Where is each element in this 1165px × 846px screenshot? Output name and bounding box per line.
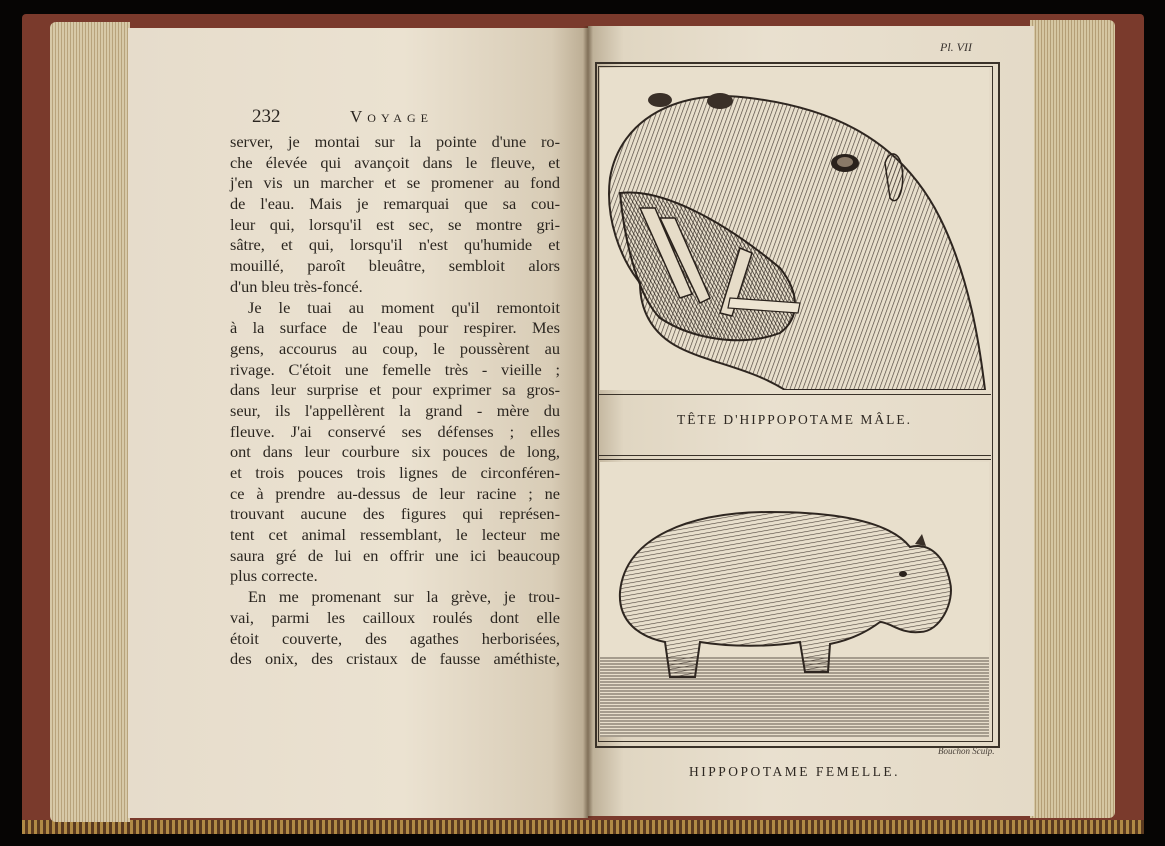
page-edges-right [1030,20,1115,818]
text-line: server, je montai sur la pointe d'une ro- [230,132,560,151]
engraver-signature: Bouchon Sculp. [938,746,995,756]
hippo-head-engraving [600,68,989,390]
text-line: ont dans leur courbure six pouces de long, [230,442,560,462]
text-line: dans leur surprise et pour exprimer sa gros- [230,380,560,400]
running-head: Voyage [350,107,433,126]
text-line: sâtre, et qui, lorsqu'il n'est qu'humide et [230,235,560,255]
text-line: saura gré de lui en offrir une ici beaucoup [230,545,560,565]
text-line: j'en vis un marcher et se promener au fond [230,173,560,193]
text-line: leur qui, lorsqu'il est sec, se montre gri- [230,214,560,234]
text-line: mouillé, paroît bleuâtre, sembloit alors [230,256,560,276]
text-line: de l'eau. Mais je remarquai que sa cou- [230,194,560,214]
text-line: ce à prendre au-dessus de leur racine ; ne [230,483,560,503]
text-line: trouvant aucune des figures qui représen- [230,504,560,524]
text-line: seur, ils l'appellèrent la grand - mère du [230,400,560,420]
page-edges-left [50,22,130,822]
text-line: rivage. C'étoit une femelle très - vieille ; [230,359,560,379]
book-gutter [583,26,593,818]
plate-divider [598,459,991,460]
page-number: 232 [252,106,281,127]
caption-male-head: TÊTE D'HIPPOPOTAME MÂLE. [677,412,912,427]
caption-female: HIPPOPOTAME FEMELLE. [689,764,900,779]
plate-divider [598,394,991,395]
text-line: plus correcte. [230,566,318,586]
text-line: d'un bleu très-foncé. [230,276,363,296]
text-line: vai, parmi les cailloux roulés dont elle [230,607,560,627]
text-line: tent cet animal ressemblant, le lecteur me [230,525,560,545]
text-line: et trois pouces trois lignes de circonféren- [230,463,560,482]
plate-reference: Pl. VII [940,40,972,54]
text-line: Je le tuai au moment qu'il remontoit [248,297,560,317]
plate-divider [598,455,991,456]
text-line: che élevée qui avançoit dans le fleuve, et [230,152,560,172]
text-line: En me promenant sur la grève, je trou- [248,587,560,607]
text-line: des onix, des cristaux de fausse améthiste, [230,649,560,669]
hippo-female-engraving [600,462,989,737]
text-line: à la surface de l'eau pour respirer. Mes [230,318,560,338]
text-line: étoit couverte, des agathes herborisées, [230,628,560,648]
text-line: gens, accourus au coup, le poussèrent au [230,338,560,358]
text-line: fleuve. J'ai conservé ses défenses ; elles [230,421,560,441]
body-text [230,132,560,670]
